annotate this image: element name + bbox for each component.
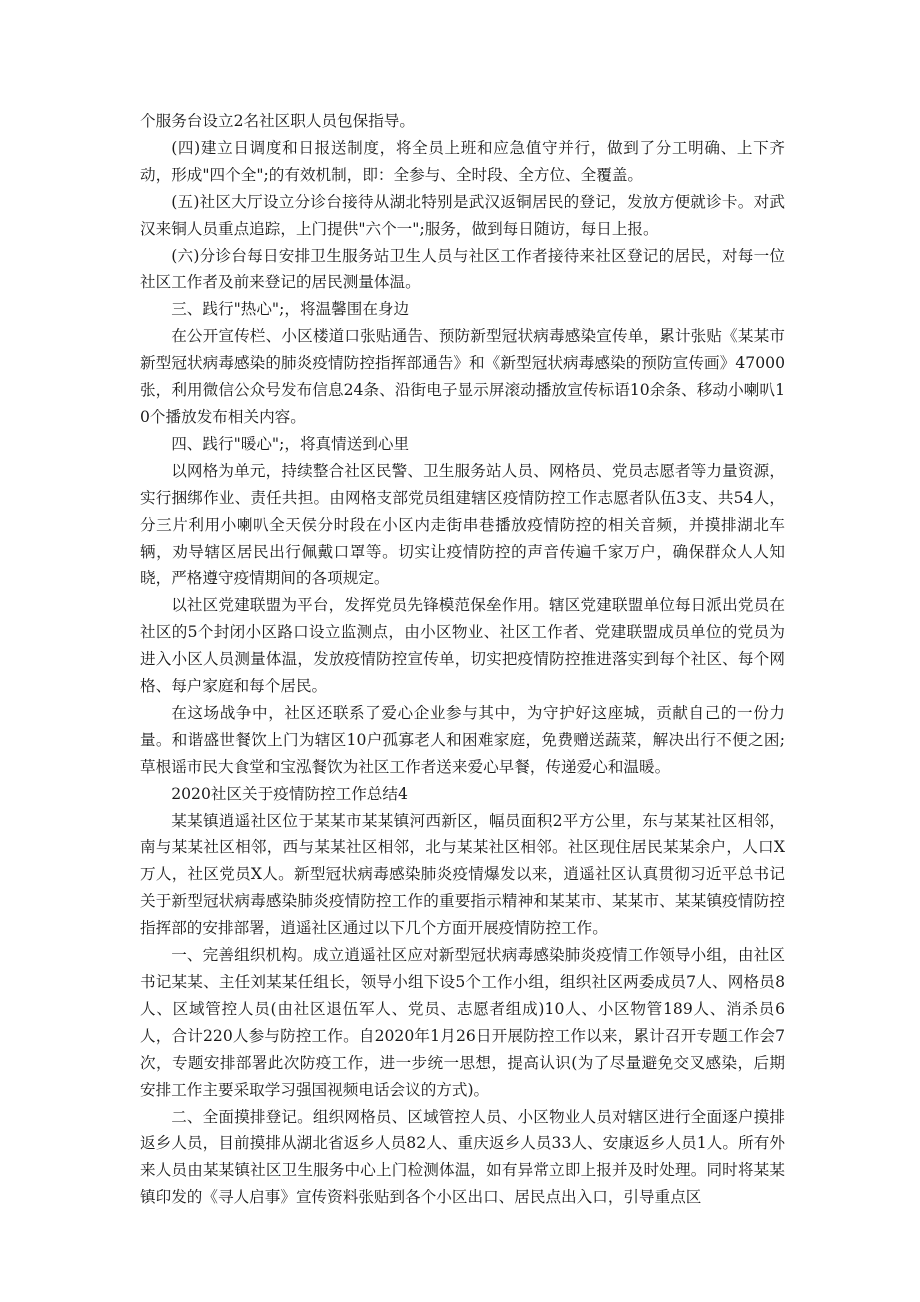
paragraph-9: 以社区党建联盟为平台，发挥党员先锋模范保垒作用。辖区党建联盟单位每日派出党员在社区的5个封闭小区路口设立监测点，由小区物业、社区工作者、党建联盟成员单位的党员为进入小区人员测量体温，发放疫情防控宣传单，切实把疫情防控推进落实到每个社区、每个网格、每户家庭和每个居民。 [140, 596, 785, 696]
paragraph-6: 在公开宣传栏、小区楼道口张贴通告、预防新型冠状病毒感染宣传单，累计张贴《某某市新型冠状病毒感染的肺炎疫情防控指挥部通告》和《新型冠状病毒感染的预防宣传画》47000张，利用微信公众号发布信息24条、沿街电子显示屏滚动播放宣传标语10余条、移动小喇叭10个播放发布相关内容。 [140, 327, 785, 426]
section-heading-3: 三、践行"热心";，将温馨围在身边 [171, 300, 410, 319]
paragraph-13: 一、完善组织机构。成立逍遥社区应对新型冠状病毒感染肺炎疫情工作领导小组，由社区书记某某、主任刘某某任组长，领导小组下设5个工作小组，组织社区两委成员7人、网格员8人、区域管控人员(由社区退伍军人、党员、志愿者组成)10人、小区物管189人、消杀员6人，合计220人参与防控工作。自2020年1月26日开展防控工作以来，累计召开专题工作会7次，专题安排部署此次防疫工作，进一步统一思想，提高认识(为了尽量避免交叉感染，后期安排工作主要采取学习强国视频电话会议的方式)。 [140, 946, 785, 1099]
paragraph-12: 某某镇逍遥社区位于某某市某某镇河西新区，幅员面积2平方公里，东与某某社区相邻，南与某某社区相邻，西与某某社区相邻，北与某某社区相邻。社区现住居民某某余户，人口X万人，社区党员X人。新型冠状病毒感染肺炎疫情爆发以来，逍遥社区认真贯彻习近平总书记关于新型冠状病毒感染肺炎疫情防控工作的重要指示精神和某某市、某某市、某某镇疫情防控指挥部的安排部署，逍遥社区通过以下几个方面开展疫情防控工作。 [140, 811, 785, 938]
document-body [140, 108, 785, 1211]
paragraph-10: 在这场战争中，社区还联系了爱心企业参与其中，为守护好这座城，贡献自己的一份力量。和谐盛世餐饮上门为辖区10户孤寡老人和困难家庭，免费赠送蔬菜，解决出行不便之困;草根谣市民大食堂和宝泓餐饮为社区工作者送来爱心早餐，传递爱心和温暖。 [140, 703, 785, 776]
paragraph-1: 个服务台设立2名社区职人员包保指导。 [140, 112, 416, 130]
paragraph-4: (六)分诊台每日安排卫生服务站卫生人员与社区工作者接待来社区登记的居民，对每一位社区工作者及前来登记的居民测量体温。 [140, 246, 785, 292]
paragraph-2: (四)建立日调度和日报送制度，将全员上班和应急值守并行，做到了分工明确、上下齐动，形成"四个全";的有效机制，即：全参与、全时段、全方位、全覆盖。 [140, 138, 785, 184]
paragraph-3: (五)社区大厅设立分诊台接待从湖北特别是武汉返铜居民的登记，发放方便就诊卡。对武汉来铜人员重点追踪，上门提供"六个一";服务，做到每日随访，每日上报。 [140, 192, 785, 238]
summary-title: 2020社区关于疫情防控工作总结4 [171, 784, 408, 803]
paragraph-14: 二、全面摸排登记。组织网格员、区域管控人员、小区物业人员对辖区进行全面逐户摸排返乡人员，目前摸排从湖北省返乡人员82人、重庆返乡人员33人、安康返乡人员1人。所有外来人员由某某镇社区卫生服务中心上门检测体温，如有异常立即上报并及时处理。同时将某某镇印发的《寻人启事》宣传资料张贴到各个小区出口、居民点出入口，引导重点区 [140, 1107, 785, 1207]
paragraph-8: 以网格为单元，持续整合社区民警、卫生服务站人员、网格员、党员志愿者等力量资源，实行捆绑作业、责任共担。由网格支部党员组建辖区疫情防控工作志愿者队伍3支、共54人，分三片利用小喇叭全天侯分时段在小区内走街串巷播放疫情防控的相关音频，并摸排湖北车辆，劝导辖区居民出行佩戴口罩等。切实让疫情防控的声音传遍千家万户，确保群众人人知晓，严格遵守疫情期间的各项规定。 [140, 461, 785, 588]
section-heading-4: 四、践行"暖心";，将真情送到心里 [171, 434, 410, 453]
